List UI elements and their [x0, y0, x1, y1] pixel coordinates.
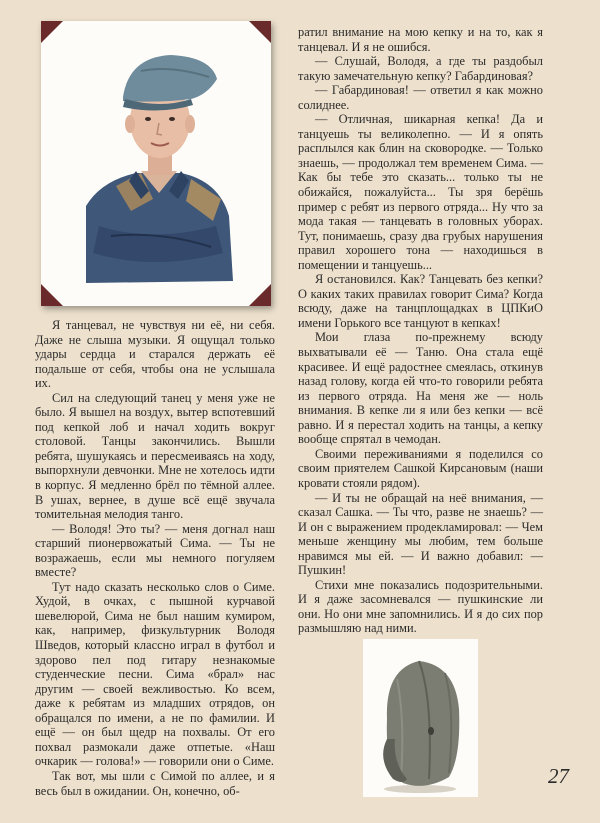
photo-corner-bottom-left — [41, 284, 63, 306]
paragraph: Стихи мне показались подозрительными. И я даже засомневался — пушкинские ли они. Но они мне запомнились. И я до сих пор размышляю над ними. — [298, 577, 543, 636]
paragraph: — Габардиновая! — ответил я как можно солиднее. — [298, 83, 543, 112]
photo-corner-top-left — [41, 21, 63, 43]
photo-corner-top-right — [249, 21, 271, 43]
paragraph: Я танцевал, не чувствуя ни её, ни себя. Даже не слыша музыки. Я ощущал только удары сердца и старался держать её подальше от себя, чтобы она не услышала их. — [35, 318, 275, 391]
paragraph: ратил внимание на мою кепку и на то, как я танцевал. И я не ошибся. — [298, 25, 543, 54]
paragraph: Мои глаза по-прежнему всюду выхватывали её — Таню. Она стала ещё красивее. И ещё радостнее смеялась, откинув назад голову, когда ей что-то говорили ребята из первого отряда. На меня же — ноль внимания. В кепке ли я или без кепки — всё равно. И я перестал ходить на танцы, а кепку вообще спрятал в чемодан. — [298, 330, 543, 447]
paragraph: Своими переживаниями я поделился со своим приятелем Сашкой Кирсановым (наши кровати стояли рядом). — [298, 446, 543, 490]
paragraph: Так вот, мы шли с Симой по аллее, и я весь был в ожидании. Он, конечно, об- — [35, 768, 275, 798]
paragraph: Тут надо сказать несколько слов о Симе. Худой, в очках, с пышной курчавой шевелюрой, Сима не был нашим кумиром, как, например, физкультурник Володя Шведов, который классно играл в футбол и здорово пел под гитару незнакомые студенческие песни. Сима «брал» нас другим — своей вежливостью. Ко всем, даже к ребятам из младших отрядов, он обращался по имени, а не по фамилии. И ещё — он был щедр на похвалы. От его похвал размокали даже отпетые. «Наш очкарик — голова!» — говорили они о Симе. — [35, 579, 275, 769]
page-number: 27 — [548, 764, 569, 788]
boy-illustration-frame — [41, 21, 271, 306]
cap-illustration — [363, 639, 478, 797]
paragraph: Я остановился. Как? Танцевать без кепки? О каких таких правилах говорит Сима? Когда всюду, даже на танцплощадках в ЦПКиО имени Горького все танцуют в кепках! — [298, 272, 543, 330]
boy-illustration — [41, 21, 271, 306]
paragraph: — Слушай, Володя, а где ты раздобыл такую замечательную кепку? Габардиновая? — [298, 54, 543, 83]
right-column — [298, 25, 543, 636]
paragraph: — Отличная, шикарная кепка! Да и танцуешь ты великолепно. — И я опять расплылся как блин на сковородке. — Только знаешь, — продолжал тем временем Сима. — Как бы тебе это сказать... только ты не обижайся, пожалуйста... Ты зря берёшь пример с ребят из первого отряда... Ну что за мода такая — танцевать в головных уборах. Тут, понимаешь, сразу два грубых нарушения правил хорошего тона — находишься в помещении и танцуешь... — [298, 112, 543, 272]
left-column — [35, 318, 275, 798]
paragraph: Сил на следующий танец у меня уже не было. Я вышел на воздух, вытер вспотевший под кепкой лоб и начал ходить вокруг столовой. Танцы закончились. Вышли ребята, шушукаясь и пересмеиваясь на ходу, выпорхнули девчонки. Мне не хотелось идти в корпус. Я медленно брёл по тёмной аллее. В ушах, вернее, в душе всё ещё звучала томительная мелодия танго. — [35, 390, 275, 522]
photo-corner-bottom-right — [249, 284, 271, 306]
paragraph: — Володя! Это ты? — меня догнал наш старший пионервожатый Сима. — Ты не возражаешь, если мы немного погуляем вместе? — [35, 521, 275, 580]
paragraph: — И ты не обращай на неё внимания, — сказал Сашка. — Ты что, разве не знаешь? — И он с выражением продекламировал: — Чем меньше женщину мы любим, тем больше нравимся мы ей. — И важно добавил: — Пушкин! — [298, 490, 543, 578]
cap-illustration-frame — [363, 639, 478, 797]
